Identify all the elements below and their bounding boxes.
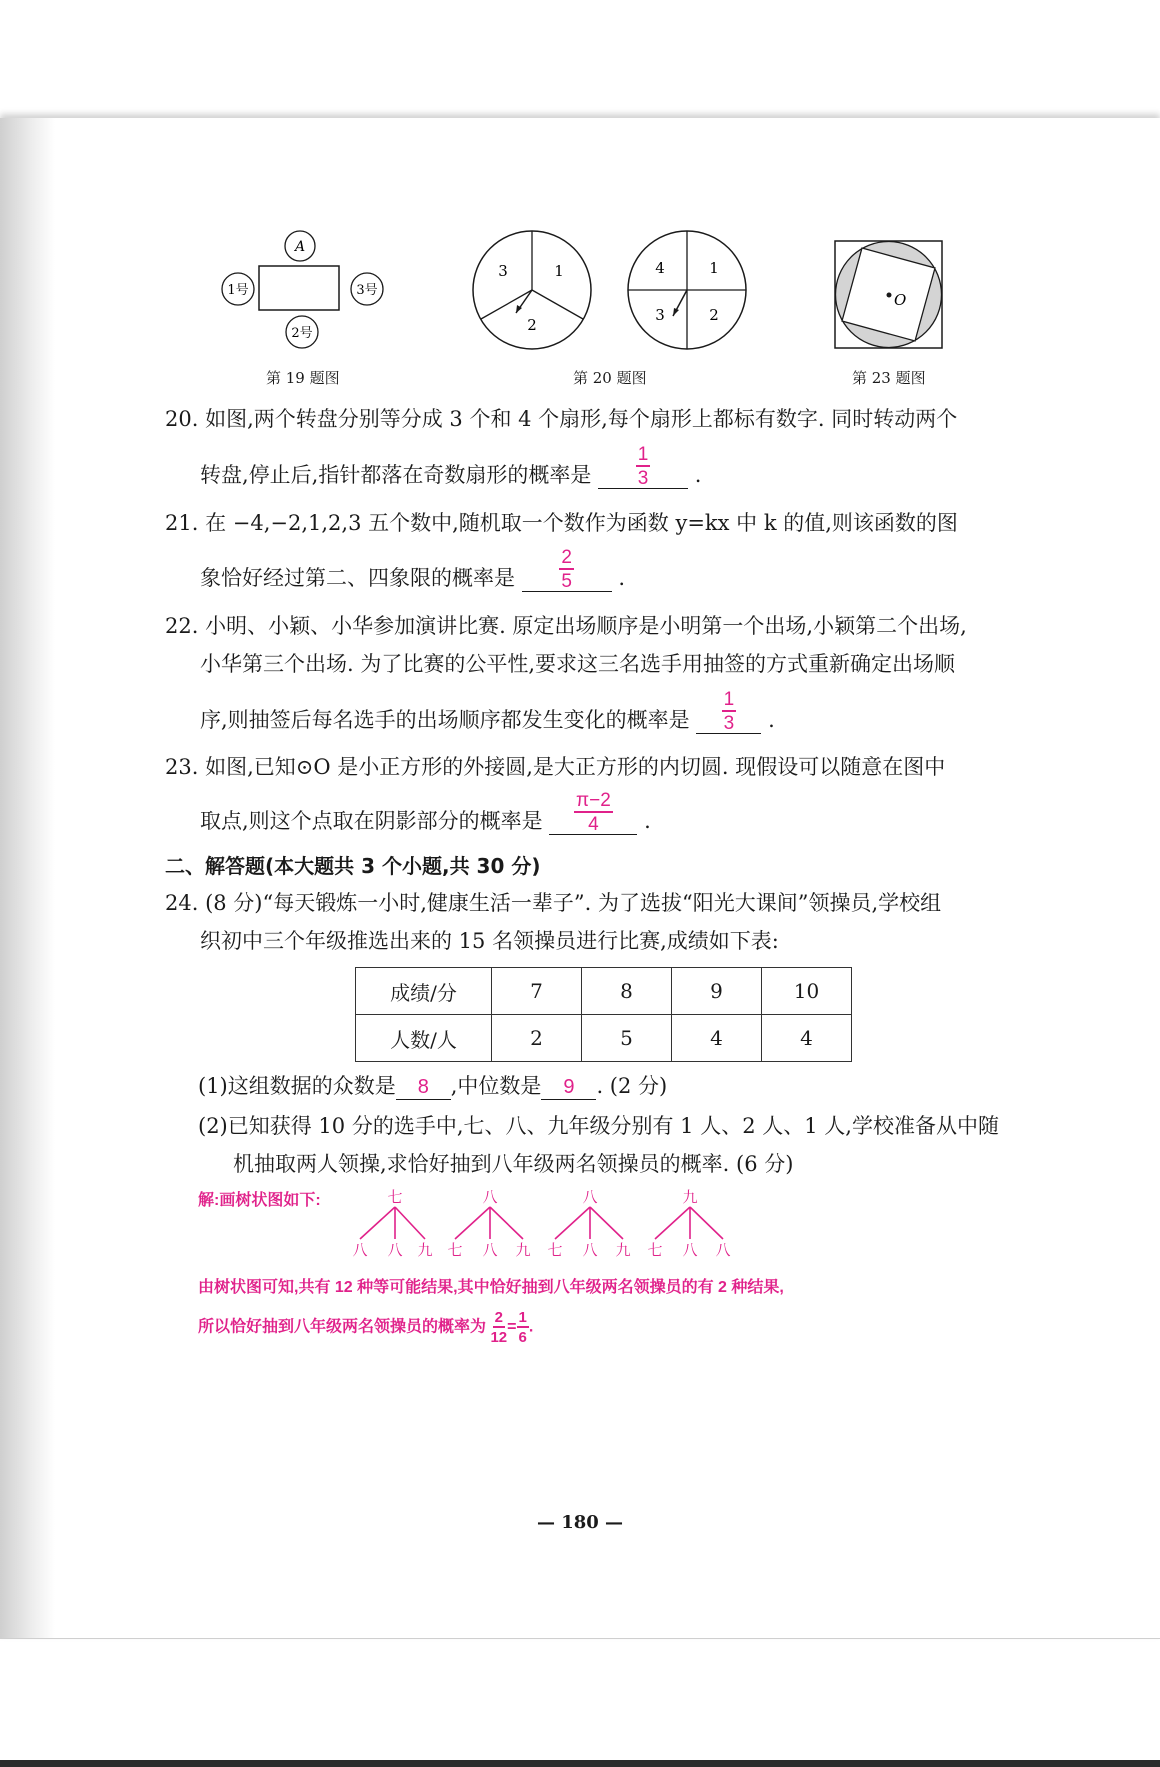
q23-end: . bbox=[644, 809, 651, 833]
spinner1-sector-1: 1 bbox=[554, 262, 564, 280]
q22-line3 bbox=[200, 690, 775, 734]
q23-line1: 23. 如图,已知⊙O 是小正方形的外接圆,是大正方形的内切圆. 现假设可以随意在图中 bbox=[165, 755, 946, 779]
solution-f1-num: 2 bbox=[494, 1309, 503, 1326]
tree-leaf: 九 bbox=[615, 1241, 631, 1259]
q21-line1: 21. 在 −4,−2,1,2,3 五个数中,随机取一个数作为函数 y=kx 中 k 的值,则该函数的图 bbox=[165, 511, 958, 535]
figure-20 bbox=[468, 228, 753, 354]
solution-end: . bbox=[528, 1318, 534, 1336]
q20-answer-den: 3 bbox=[637, 468, 649, 489]
q21-answer bbox=[522, 548, 612, 592]
tree-leaf: 七 bbox=[647, 1241, 663, 1259]
solution-f2-num: 1 bbox=[518, 1309, 527, 1326]
spinner2-sector-1: 1 bbox=[709, 259, 719, 277]
q22-line1: 22. 小明、小颖、小华参加演讲比赛. 原定出场顺序是小明第一个出场,小颖第二个出场, bbox=[165, 614, 967, 638]
q22-answer-den: 3 bbox=[723, 713, 735, 734]
score-table-row bbox=[356, 968, 852, 1015]
q20-line1: 20. 如图,两个转盘分别等分成 3 个和 4 个扇形,每个扇形上都标有数字. 同时转动两个 bbox=[165, 407, 958, 431]
q22-line2: 小华第三个出场. 为了比赛的公平性,要求这三名选手用抽签的方式重新确定出场顺 bbox=[200, 652, 956, 676]
q24-part1-text-c: . (2 分) bbox=[596, 1074, 668, 1098]
tree-leaf: 九 bbox=[417, 1241, 433, 1259]
tree-leaf: 八 bbox=[582, 1241, 598, 1259]
tree-leaf: 七 bbox=[547, 1241, 563, 1259]
count-table-cell: 4 bbox=[762, 1015, 852, 1062]
q23-answer-num: π−2 bbox=[575, 790, 611, 811]
q23-text: 取点,则这个点取在阴影部分的概率是 bbox=[200, 809, 543, 833]
q24-part1-text-a: (1)这组数据的众数是 bbox=[198, 1074, 396, 1098]
q22-text: 序,则抽签后每名选手的出场顺序都发生变化的概率是 bbox=[200, 708, 690, 732]
fig23-caption: 第 23 题图 bbox=[852, 369, 926, 387]
spinner1-sector-3: 3 bbox=[498, 262, 508, 280]
q22-answer bbox=[696, 690, 761, 734]
spinner2-sector-3: 3 bbox=[655, 306, 665, 324]
q24-part2-line1: (2)已知获得 10 分的选手中,七、八、九年级分别有 1 人、2 人、1 人,学校准备从中随 bbox=[198, 1114, 999, 1138]
score-table-cell: 8 bbox=[582, 968, 672, 1015]
q20-end: . bbox=[694, 463, 702, 487]
score-table-cell: 10 bbox=[762, 968, 852, 1015]
spinner2-sector-2: 2 bbox=[709, 306, 719, 324]
q24-median-answer: 9 bbox=[541, 1076, 596, 1100]
count-table-cell: 4 bbox=[672, 1015, 762, 1062]
q24-line1: 24. (8 分)“每天锻炼一小时,健康生活一辈子”. 为了选拔“阳光大课间”领操员,学校组 bbox=[165, 891, 942, 915]
count-table-cell: 2 bbox=[492, 1015, 582, 1062]
count-table-row bbox=[356, 1015, 852, 1062]
spinner2-sector-4: 4 bbox=[655, 259, 665, 277]
score-table-cell: 7 bbox=[492, 968, 582, 1015]
tree-leaf: 八 bbox=[715, 1241, 731, 1259]
bottom-bar bbox=[0, 1760, 1160, 1767]
q20-answer-num: 1 bbox=[637, 444, 649, 465]
solution-line2 bbox=[198, 1310, 533, 1345]
q20-text: 转盘,停止后,指针都落在奇数扇形的概率是 bbox=[200, 463, 592, 487]
q24-part1-text-b: ,中位数是 bbox=[450, 1074, 542, 1098]
q23-answer-den: 4 bbox=[588, 814, 599, 835]
figure-23 bbox=[832, 238, 946, 352]
figure-19 bbox=[215, 228, 385, 350]
solution-intro: 解:画树状图如下: bbox=[198, 1192, 321, 1209]
solution-line1: 由树状图可知,共有 12 种等可能结果,其中恰好抽到八年级两名领操员的有 2 种结果, bbox=[198, 1279, 784, 1296]
section-2-title: 二、解答题(本大题共 3 个小题,共 30 分) bbox=[165, 854, 541, 878]
tree-leaf: 八 bbox=[682, 1241, 698, 1259]
q21-answer-den: 5 bbox=[561, 571, 572, 592]
q24-mode-answer: 8 bbox=[396, 1076, 451, 1100]
spinner1-sector-2: 2 bbox=[527, 316, 537, 334]
q21-answer-num: 2 bbox=[561, 547, 572, 568]
score-table-header: 成绩/分 bbox=[356, 968, 492, 1015]
tree-leaf: 八 bbox=[352, 1241, 368, 1259]
fig19-caption: 第 19 题图 bbox=[266, 369, 340, 387]
solution-f1-den: 12 bbox=[490, 1329, 508, 1346]
q21-text: 象恰好经过第二、四象限的概率是 bbox=[200, 566, 515, 590]
tree-root: 八 bbox=[482, 1188, 498, 1206]
solution-eq: = bbox=[507, 1318, 517, 1336]
tree-root: 九 bbox=[682, 1188, 698, 1206]
page-number: — 180 — bbox=[536, 1512, 624, 1533]
tree-diagram bbox=[345, 1187, 740, 1259]
tree-root: 八 bbox=[582, 1188, 598, 1206]
q23-answer bbox=[549, 791, 637, 835]
q21-line2 bbox=[200, 548, 625, 592]
solution-f2-den: 6 bbox=[518, 1329, 527, 1346]
fig23-center-label: O bbox=[894, 291, 907, 309]
q22-end: . bbox=[768, 708, 775, 732]
solution-line2-text: 所以恰好抽到八年级两名领操员的概率为 bbox=[198, 1318, 487, 1336]
q20-line2 bbox=[200, 445, 701, 489]
q24-line2: 织初中三个年级推选出来的 15 名领操员进行比赛,成绩如下表: bbox=[200, 929, 779, 953]
count-table-cell: 5 bbox=[582, 1015, 672, 1062]
count-table-header: 人数/人 bbox=[356, 1015, 492, 1062]
score-table-cell: 9 bbox=[672, 968, 762, 1015]
q24-part1 bbox=[198, 1070, 667, 1100]
fig20-caption: 第 20 题图 bbox=[573, 369, 647, 387]
q24-part2-line2: 机抽取两人领操,求恰好抽到八年级两名领操员的概率. (6 分) bbox=[233, 1152, 794, 1176]
score-table bbox=[355, 967, 852, 1062]
q21-end: . bbox=[618, 566, 626, 590]
tree-root: 七 bbox=[387, 1188, 403, 1206]
fig19-label-left: 1号 bbox=[227, 283, 249, 298]
tree-leaf: 七 bbox=[447, 1241, 463, 1259]
fig19-label-a: A bbox=[294, 239, 306, 255]
book-spine-shadow bbox=[0, 118, 55, 1638]
q22-answer-num: 1 bbox=[723, 689, 735, 710]
tree-leaf: 八 bbox=[387, 1241, 403, 1259]
q23-line2 bbox=[200, 791, 651, 835]
tree-leaf: 八 bbox=[482, 1241, 498, 1259]
tree-leaf: 九 bbox=[515, 1241, 531, 1259]
fig19-label-bottom: 2号 bbox=[291, 326, 313, 341]
fig19-label-right: 3号 bbox=[356, 283, 378, 298]
q20-answer bbox=[598, 445, 688, 489]
